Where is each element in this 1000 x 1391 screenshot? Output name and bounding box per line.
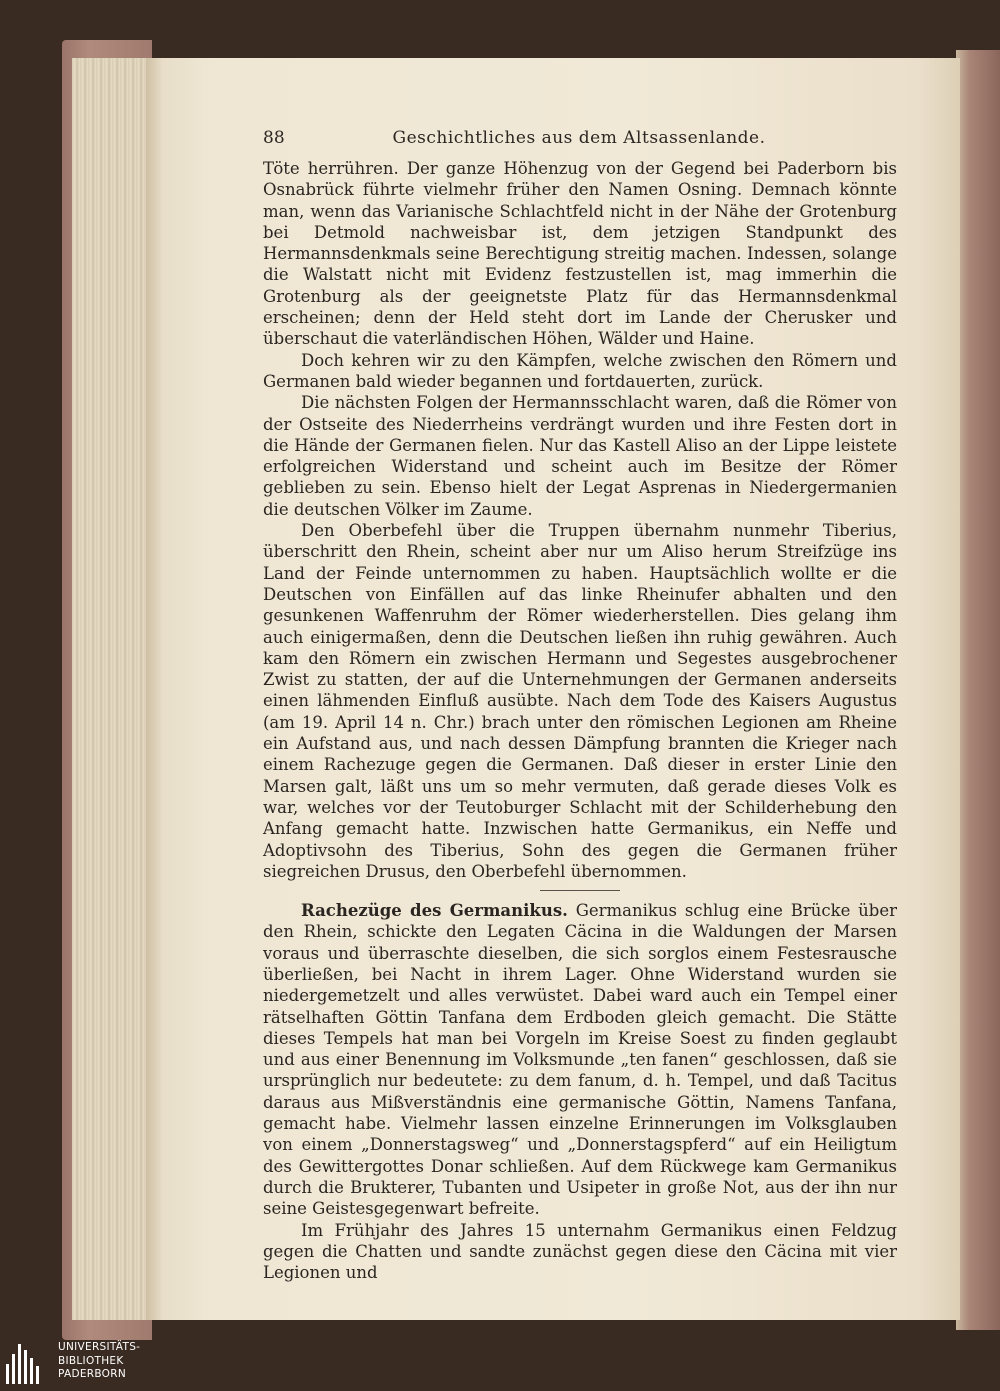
section-paragraph-text: Germanikus schlug eine Brücke über den Rhein, schickte den Legaten Cäcina in die Waldungen der Marsen voraus und überraschte dieselben, die sich sorglos einem Festesrausche überließen, bei Nacht in ihrem Lager. Ohne Widerstand wurden sie niedergemetzelt und alles verwüstet. Dabei ward auch ein Tempel einer rätselhaften Göttin Tanfana dem Erdboden gleich gemacht. Die Stätte dieses Tempels hat man bei Vorgeln im Kreise Soest zu finden geglaubt und aus einer Benennung im Volksmunde „ten fanen“ geschlossen, daß sie ursprünglich nur bedeutete: zu dem fanum, d. h. Tempel, und daß Tacitus daraus aus Mißverständnis eine germanische Göttin, Namens Tanfana, gemacht habe. Vielmehr lassen einzelne Erinnerungen im Volksglauben von einem „Donnerstagsweg“ und „Donnerstagspferd“ auf ein Heiligtum des Gewittergottes Donar schließen. Auf dem Rückwege kam Germanikus durch die Brukterer, Tubanten und Usipeter in große Not, aus der ihn nur seine Geistesgegenwart befreite. (263, 901, 898, 1219)
page-body (263, 158, 897, 1283)
running-title: Geschichtliches aus dem Altsassenlande. (392, 128, 766, 148)
paragraph: Die nächsten Folgen der Hermannsschlacht waren, daß die Römer von der Ostseite des Niederrheins verdrängt wurden und ihre Festen dort in die Hände der Germanen fielen. Nur das Kastell Aliso an der Lippe leistete erfolgreichen Widerstand und scheint auch im Besitze der Römer geblieben zu sein. Ebenso hielt der Legat Asprenas in Niedergermanien die deutschen Völker im Zaume. (263, 393, 897, 519)
library-logo-mark (6, 1342, 44, 1384)
page-number: 88 (263, 128, 285, 148)
section-divider (540, 890, 620, 891)
page-header (263, 128, 895, 154)
library-logo-text (58, 1341, 140, 1382)
paragraph: Im Frühjahr des Jahres 15 unternahm Germanikus einen Feldzug gegen die Chatten und sandte zunächst gegen diese den Cäcina mit vier Legionen und (263, 1220, 897, 1283)
section-heading: Rachezüge des Germanikus. (301, 901, 568, 921)
library-logo-line: PADERBORN (58, 1368, 126, 1380)
paragraph: Töte herrühren. Der ganze Höhenzug von der Gegend bei Paderborn bis Osnabrück führte vielmehr früher den Namen Osning. Demnach könnte man, wenn das Varianische Schlachtfeld nicht in der Nähe der Grotenburg bei Detmold nachweisbar ist, dem jetzigen Standpunkt des Hermannsdenkmals seine Berechtigung streitig machen. Indessen, solange die Walstatt nicht mit Evidenz festzustellen ist, mag immerhin die Grotenburg als der geeignetste Platz für das Hermannsdenkmal erscheinen; denn der Held steht dort im Lande der Cherusker und überschaut die vaterländischen Höhen, Wälder und Haine. (263, 159, 897, 349)
section-paragraph (263, 900, 897, 1219)
paragraph: Doch kehren wir zu den Kämpfen, welche zwischen den Römern und Germanen bald wieder begannen und fortdauerten, zurück. (263, 350, 897, 391)
library-logo-line: BIBLIOTHEK (58, 1354, 124, 1367)
library-logo-line: UNIVERSITÄTS- (58, 1341, 141, 1353)
library-logo (6, 1340, 196, 1388)
book-board-right (956, 50, 1000, 1330)
page-edges (72, 58, 154, 1320)
paragraph: Den Oberbefehl über die Truppen übernahm nunmehr Tiberius, überschritt den Rhein, scheint aber nur um Aliso herum Streifzüge ins Land der Feinde unternommen zu haben. Hauptsächlich wollte er die Deutschen von Einfällen auf das linke Rheinufer abhalten und den gesunkenen Waffenruhm der Römer wiederherstellen. Dies gelang ihm auch einigermaßen, denn die Deutschen ließen ihn ruhig gewähren. Auch kam den Römern ein zwischen Hermann und Segestes ausgebrochener Zwist zu statten, der auf die Unternehmungen der Germanen anderseits einen lähmenden Einfluß ausübte. Nach dem Tode des Kaisers Augustus (am 19. April 14 n. Chr.) brach unter den römischen Legionen am Rheine ein Aufstand aus, und nach dessen Dämpfung brannten die Krieger nach einem Rachezuge gegen die Germanen. Daß dieser in erster Linie den Marsen galt, läßt uns um so mehr vermuten, daß gerade dieses Volk es war, welches vor der Teutoburger Schlacht mit der Schilderhebung den Anfang gemacht hatte. Inzwischen hatte Germanikus, ein Neffe und Adoptivsohn des Tiberius, Sohn des gegen die Germanen früher siegreichen Drusus, den Oberbefehl übernommen. (263, 521, 897, 881)
